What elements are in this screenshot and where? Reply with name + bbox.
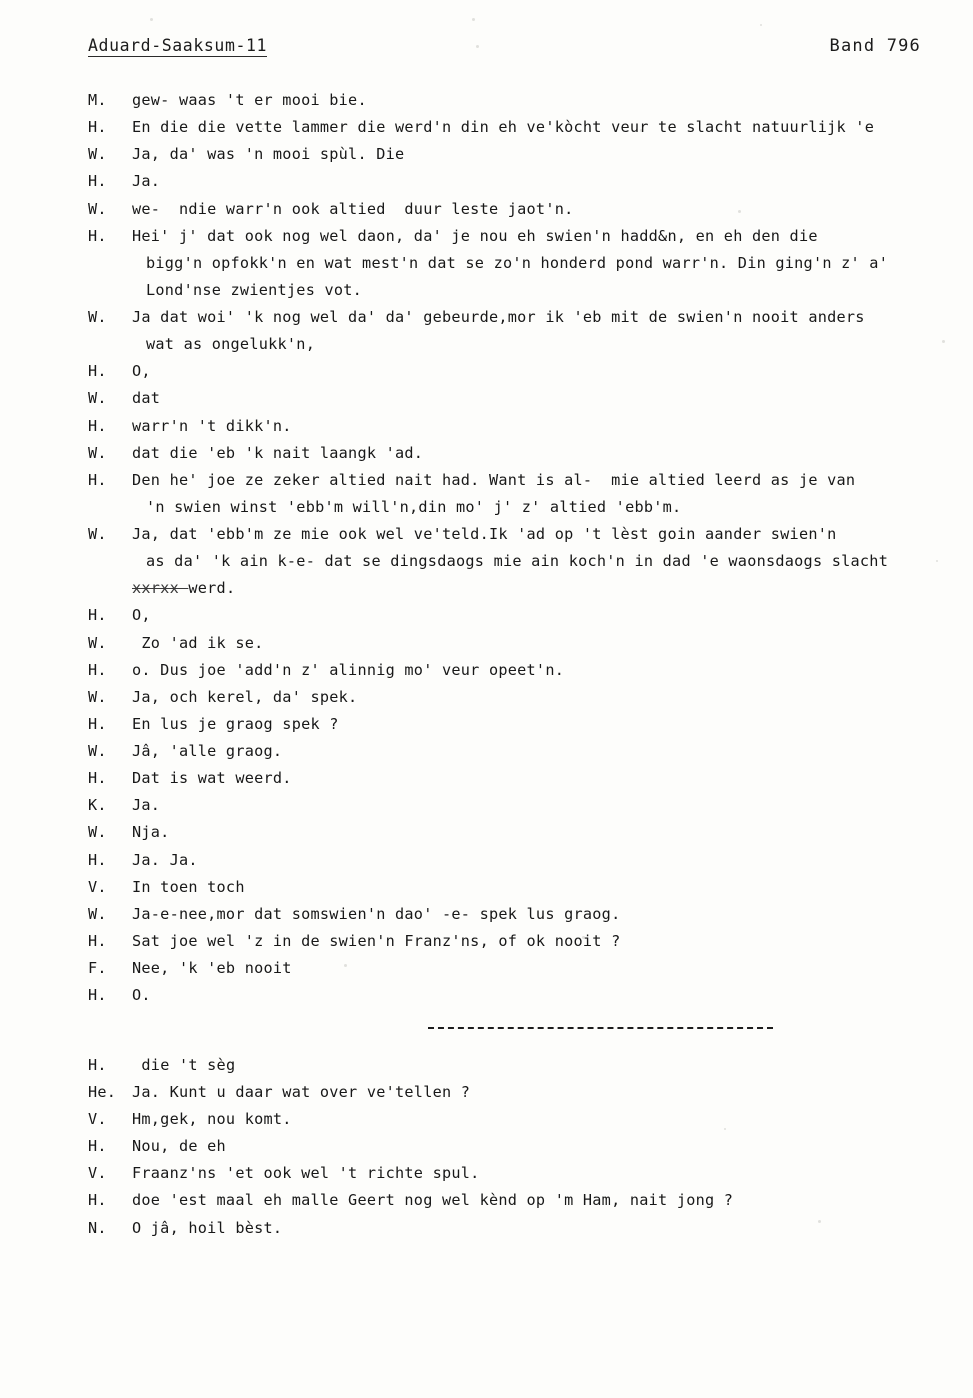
speaker-label: W. bbox=[88, 443, 107, 462]
line-text: Ja. bbox=[132, 796, 161, 815]
line-text: Ja. Ja. bbox=[132, 850, 198, 869]
line-text: bigg'n opfokk'n en wat mest'n dat se zo'n honderd pond warr'n. Din ging'n z' a' bbox=[146, 253, 889, 272]
transcript-line bbox=[88, 603, 958, 628]
speaker-label: H. bbox=[88, 1191, 107, 1210]
transcript-line bbox=[88, 169, 958, 194]
line-text: 'n swien winst 'ebb'm will'n,din mo' j' z' altied 'ebb'm. bbox=[146, 497, 682, 516]
paper-speck bbox=[472, 18, 475, 21]
speaker-label: V. bbox=[88, 877, 107, 896]
line-text: Ja. Kunt u daar wat over ve'tellen ? bbox=[132, 1082, 471, 1101]
line-text: Ja. bbox=[132, 172, 161, 191]
speaker-label: M. bbox=[88, 91, 107, 109]
speaker-label: N. bbox=[88, 1218, 107, 1237]
speaker-label: W. bbox=[88, 904, 107, 923]
transcript-line bbox=[88, 929, 958, 954]
transcript-line bbox=[88, 848, 958, 873]
speaker-label: H. bbox=[88, 470, 107, 489]
speaker-label: K. bbox=[88, 796, 107, 815]
transcript-line bbox=[88, 549, 958, 574]
line-text: Nou, de eh bbox=[132, 1137, 226, 1156]
line-text: o. Dus joe 'add'n z' alinnig mo' veur opeet'n. bbox=[132, 660, 565, 679]
transcript-line bbox=[88, 468, 958, 493]
transcript-line bbox=[88, 359, 958, 384]
speaker-label: H. bbox=[88, 660, 107, 679]
line-text: wat as ongelukk'n, bbox=[146, 335, 316, 354]
line-text: Ja, och kerel, da' spek. bbox=[132, 687, 358, 706]
transcript-line bbox=[88, 631, 958, 656]
document-identifier: Aduard-Saaksum-11 bbox=[88, 36, 268, 55]
speaker-label: V. bbox=[88, 1164, 107, 1183]
transcript-line bbox=[88, 224, 958, 249]
speaker-label: W. bbox=[88, 742, 107, 760]
line-text: Lond'nse zwientjes vot. bbox=[146, 280, 363, 299]
line-text: gew- waas 't er mooi bie. bbox=[132, 91, 367, 109]
transcript-line bbox=[88, 522, 958, 547]
transcript-body bbox=[88, 88, 958, 1243]
transcript-line bbox=[88, 278, 958, 303]
speaker-label: W. bbox=[88, 823, 107, 842]
transcript-line bbox=[88, 1188, 958, 1213]
line-text: O, bbox=[132, 362, 151, 381]
speaker-label: H. bbox=[88, 1055, 107, 1074]
transcript-line bbox=[88, 1080, 958, 1105]
line-text: we- ndie warr'n ook altied duur leste jaot'n. bbox=[132, 199, 574, 218]
transcript-line bbox=[88, 658, 958, 683]
speaker-label: H. bbox=[88, 931, 107, 950]
transcript-line bbox=[88, 1134, 958, 1159]
line-text: In toen toch bbox=[132, 877, 245, 896]
line-text: Zo 'ad ik se. bbox=[132, 633, 264, 652]
transcript-line bbox=[88, 305, 958, 330]
speaker-label: H. bbox=[88, 769, 107, 788]
speaker-label: H. bbox=[88, 714, 107, 733]
transcript-line bbox=[88, 766, 958, 791]
transcript-block-top bbox=[88, 88, 958, 1008]
transcript-line bbox=[88, 1107, 958, 1132]
transcript-line bbox=[88, 251, 958, 276]
speaker-label: W. bbox=[88, 145, 107, 164]
transcript-line bbox=[88, 576, 958, 601]
speaker-label: H. bbox=[88, 1137, 107, 1156]
transcript-line bbox=[88, 88, 958, 113]
transcript-line bbox=[88, 983, 958, 1008]
transcript-line bbox=[88, 1053, 958, 1078]
speaker-label: W. bbox=[88, 308, 107, 326]
transcript-line bbox=[88, 414, 958, 439]
speaker-label: H. bbox=[88, 118, 107, 137]
line-text: doe 'est maal eh malle Geert nog wel kènd op 'm Ham, nait jong ? bbox=[132, 1191, 734, 1210]
line-text: Hm,gek, nou komt. bbox=[132, 1110, 292, 1128]
transcript-line bbox=[88, 739, 958, 764]
transcript-line bbox=[88, 142, 958, 167]
transcript-block-bottom bbox=[88, 1053, 958, 1240]
transcript-line bbox=[88, 1161, 958, 1186]
paper-speck bbox=[760, 24, 762, 26]
band-number: Band 796 bbox=[829, 36, 921, 56]
line-text: Jâ, 'alle graog. bbox=[132, 742, 283, 760]
transcript-line bbox=[88, 197, 958, 222]
line-text: Fraanz'ns 'et ook wel 't richte spul. bbox=[132, 1164, 480, 1183]
line-text: Ja dat woi' 'k nog wel da' da' gebeurde,mor ik 'eb mit de swien'n nooit anders bbox=[132, 308, 865, 326]
line-text: Dat is wat weerd. bbox=[132, 769, 292, 788]
transcript-line bbox=[88, 441, 958, 466]
line-text: dat bbox=[132, 389, 161, 408]
line-text: En lus je graog spek ? bbox=[132, 714, 339, 733]
speaker-label: W. bbox=[88, 525, 107, 543]
speaker-label: H. bbox=[88, 986, 107, 1005]
speaker-label: F. bbox=[88, 959, 107, 977]
line-text: as da' 'k ain k-e- dat se dingsdaogs mie ain koch'n in dad 'e waonsdaogs slacht bbox=[146, 552, 889, 571]
transcript-line bbox=[88, 902, 958, 927]
line-text: dat die 'eb 'k nait laangk 'ad. bbox=[132, 443, 424, 462]
speaker-label: H. bbox=[88, 850, 107, 869]
transcript-line bbox=[88, 793, 958, 818]
speaker-label: H. bbox=[88, 362, 107, 381]
line-text: Ja-e-nee,mor dat somswien'n dao' -e- spek lus graog. bbox=[132, 904, 621, 923]
line-text: warr'n 't dikk'n. bbox=[132, 416, 292, 435]
line-text: Ja, da' was 'n mooi spùl. Die bbox=[132, 145, 405, 164]
line-text: Den he' joe ze zeker altied nait had. Want is al- mie altied leerd as je van bbox=[132, 470, 856, 489]
speaker-label: W. bbox=[88, 389, 107, 408]
line-text: Nja. bbox=[132, 823, 170, 842]
line-text: En die die vette lammer die werd'n din eh ve'kòcht veur te slacht natuurlijk 'e bbox=[132, 118, 875, 137]
speaker-label: H. bbox=[88, 226, 107, 245]
transcript-line bbox=[88, 956, 958, 981]
speaker-label: H. bbox=[88, 172, 107, 191]
line-text: die 't sèg bbox=[132, 1055, 236, 1074]
line-text: Sat joe wel 'z in de swien'n Franz'ns, of ok nooit ? bbox=[132, 931, 621, 950]
speaker-label: He. bbox=[88, 1082, 117, 1101]
transcript-line bbox=[88, 1216, 958, 1241]
speaker-label: V. bbox=[88, 1110, 107, 1128]
transcript-line bbox=[88, 115, 958, 140]
speaker-label: W. bbox=[88, 199, 107, 218]
speaker-label: W. bbox=[88, 633, 107, 652]
transcript-line bbox=[88, 712, 958, 737]
line-text: Ja, dat 'ebb'm ze mie ook wel ve'teld.Ik 'ad op 't lèst goin aander swien'n bbox=[132, 525, 837, 543]
line-text: O. bbox=[132, 986, 151, 1005]
transcript-line bbox=[88, 820, 958, 845]
speaker-label: W. bbox=[88, 687, 107, 706]
line-text: O, bbox=[132, 606, 151, 625]
transcript-line bbox=[88, 685, 958, 710]
line-text: O jâ, hoil bèst. bbox=[132, 1218, 283, 1237]
paper-speck bbox=[150, 18, 153, 21]
line-text: Hei' j' dat ook nog wel daon, da' je nou eh swien'n hadd&n, en eh den die bbox=[132, 226, 818, 245]
transcript-line bbox=[88, 332, 958, 357]
transcript-line bbox=[88, 386, 958, 411]
transcript-line bbox=[88, 875, 958, 900]
speaker-label: H. bbox=[88, 606, 107, 625]
section-divider bbox=[88, 1017, 958, 1047]
page-header bbox=[88, 36, 921, 57]
line-text: xxrxx werd. bbox=[132, 579, 236, 598]
transcript-line bbox=[88, 495, 958, 520]
speaker-label: H. bbox=[88, 416, 107, 435]
line-text: Nee, 'k 'eb nooit bbox=[132, 959, 292, 977]
